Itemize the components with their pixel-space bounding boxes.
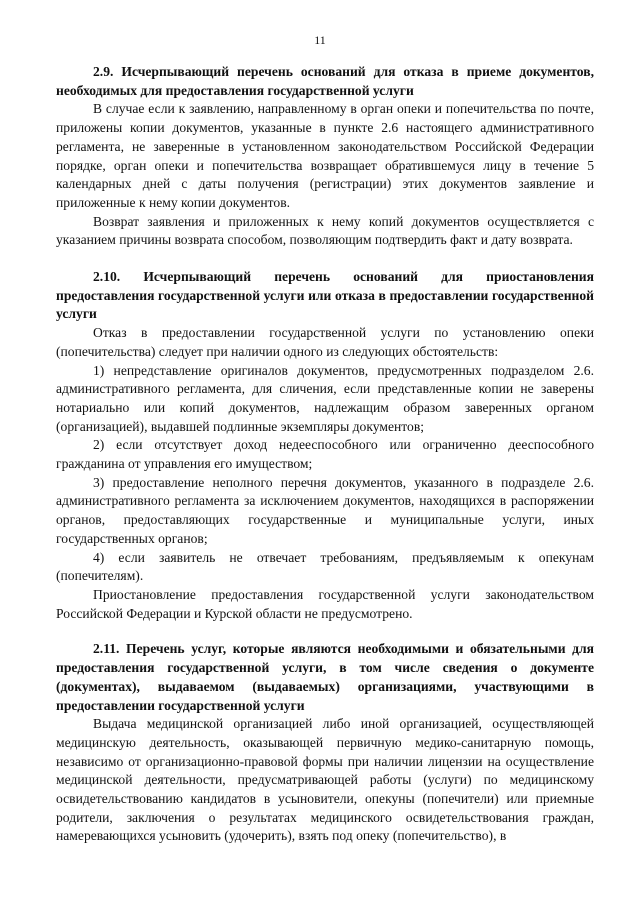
paragraph: В случае если к заявлению, направленному в орган опеки и попечительства по почте, приложены копии документов, указанные в пункте 2.6 настоящего административного регламента, не заверенные в установленном законодательством Российской Федерации порядке, орган опеки и попечительства возвращает обратившемуся лицу в течение 5 календарных дней с даты получения (регистрации) этих документов заявление и приложенные к нему копии документов. [56,101,594,210]
paragraph: Приостановление предоставления государственной услуги законодательством Российской Федерации и Курской области не предусмотрено. [56,586,594,621]
list-item: 3) предоставление неполного перечня документов, указанного в подразделе 2.6. административного регламента за исключением документов, находящихся в распоряжении органов, предоставляющих государственные и муниципальные услуги, иных государственных органов; [56,474,594,546]
section-2-10 [56,268,594,623]
section-2-9 [56,63,594,250]
paragraph: Выдача медицинской организацией либо иной организацией, осуществляющей медицинскую деятельность, оказывающей первичную медико-санитарную помощь, независимо от организационно-правовой формы при наличии лицензии на осуществление медицинской деятельности, предусматривающей работы (услуги) по медицинскому освидетельствованию кандидатов в усыновители, опекуны (попечители) или приемные родители, заключения о результатах медицинского освидетельствования граждан, намеревающихся усыновить (удочерить), взять под опеку (попечительство), в [56,716,594,844]
list-item: 1) непредставление оригиналов документов, предусмотренных подразделом 2.6. административного регламента, для сличения, если представленные копии не заверены нотариально или копий документов, надлежащим образом заверенных органом (организацией), выдавшей подлинные экземпляры документов; [56,362,594,434]
list-item: 4) если заявитель не отвечает требованиям, предъявляемым к опекунам (попечителям). [56,549,594,584]
paragraph: Возврат заявления и приложенных к нему копий документов осуществляется с указанием причины возврата способом, позволяющим подтвердить факт и дату возврата. [56,213,594,248]
list-item: 2) если отсутствует доход недееспособного или ограниченно дееспособного гражданина от управления его имуществом; [56,437,594,472]
section-heading: 2.10. Исчерпывающий перечень оснований для приостановления предоставления государственной услуги или отказа в предоставлении государственной услуги [56,269,594,322]
section-2-11 [56,640,594,846]
page-number: 11 [314,33,326,47]
section-heading: 2.9. Исчерпывающий перечень оснований для отказа в приеме документов, необходимых для предоставления государственной услуги [56,64,594,98]
section-heading: 2.11. Перечень услуг, которые являются необходимыми и обязательными для предоставления государственной услуги, в том числе сведения о документе (документах), выдаваемом (выдаваемых) организациями, участвующими в предоставлении государственной услуги [56,641,594,713]
paragraph: Отказ в предоставлении государственной услуги по установлению опеки (попечительства) следует при наличии одного из следующих обстоятельств: [56,325,594,359]
document-body [56,63,594,846]
